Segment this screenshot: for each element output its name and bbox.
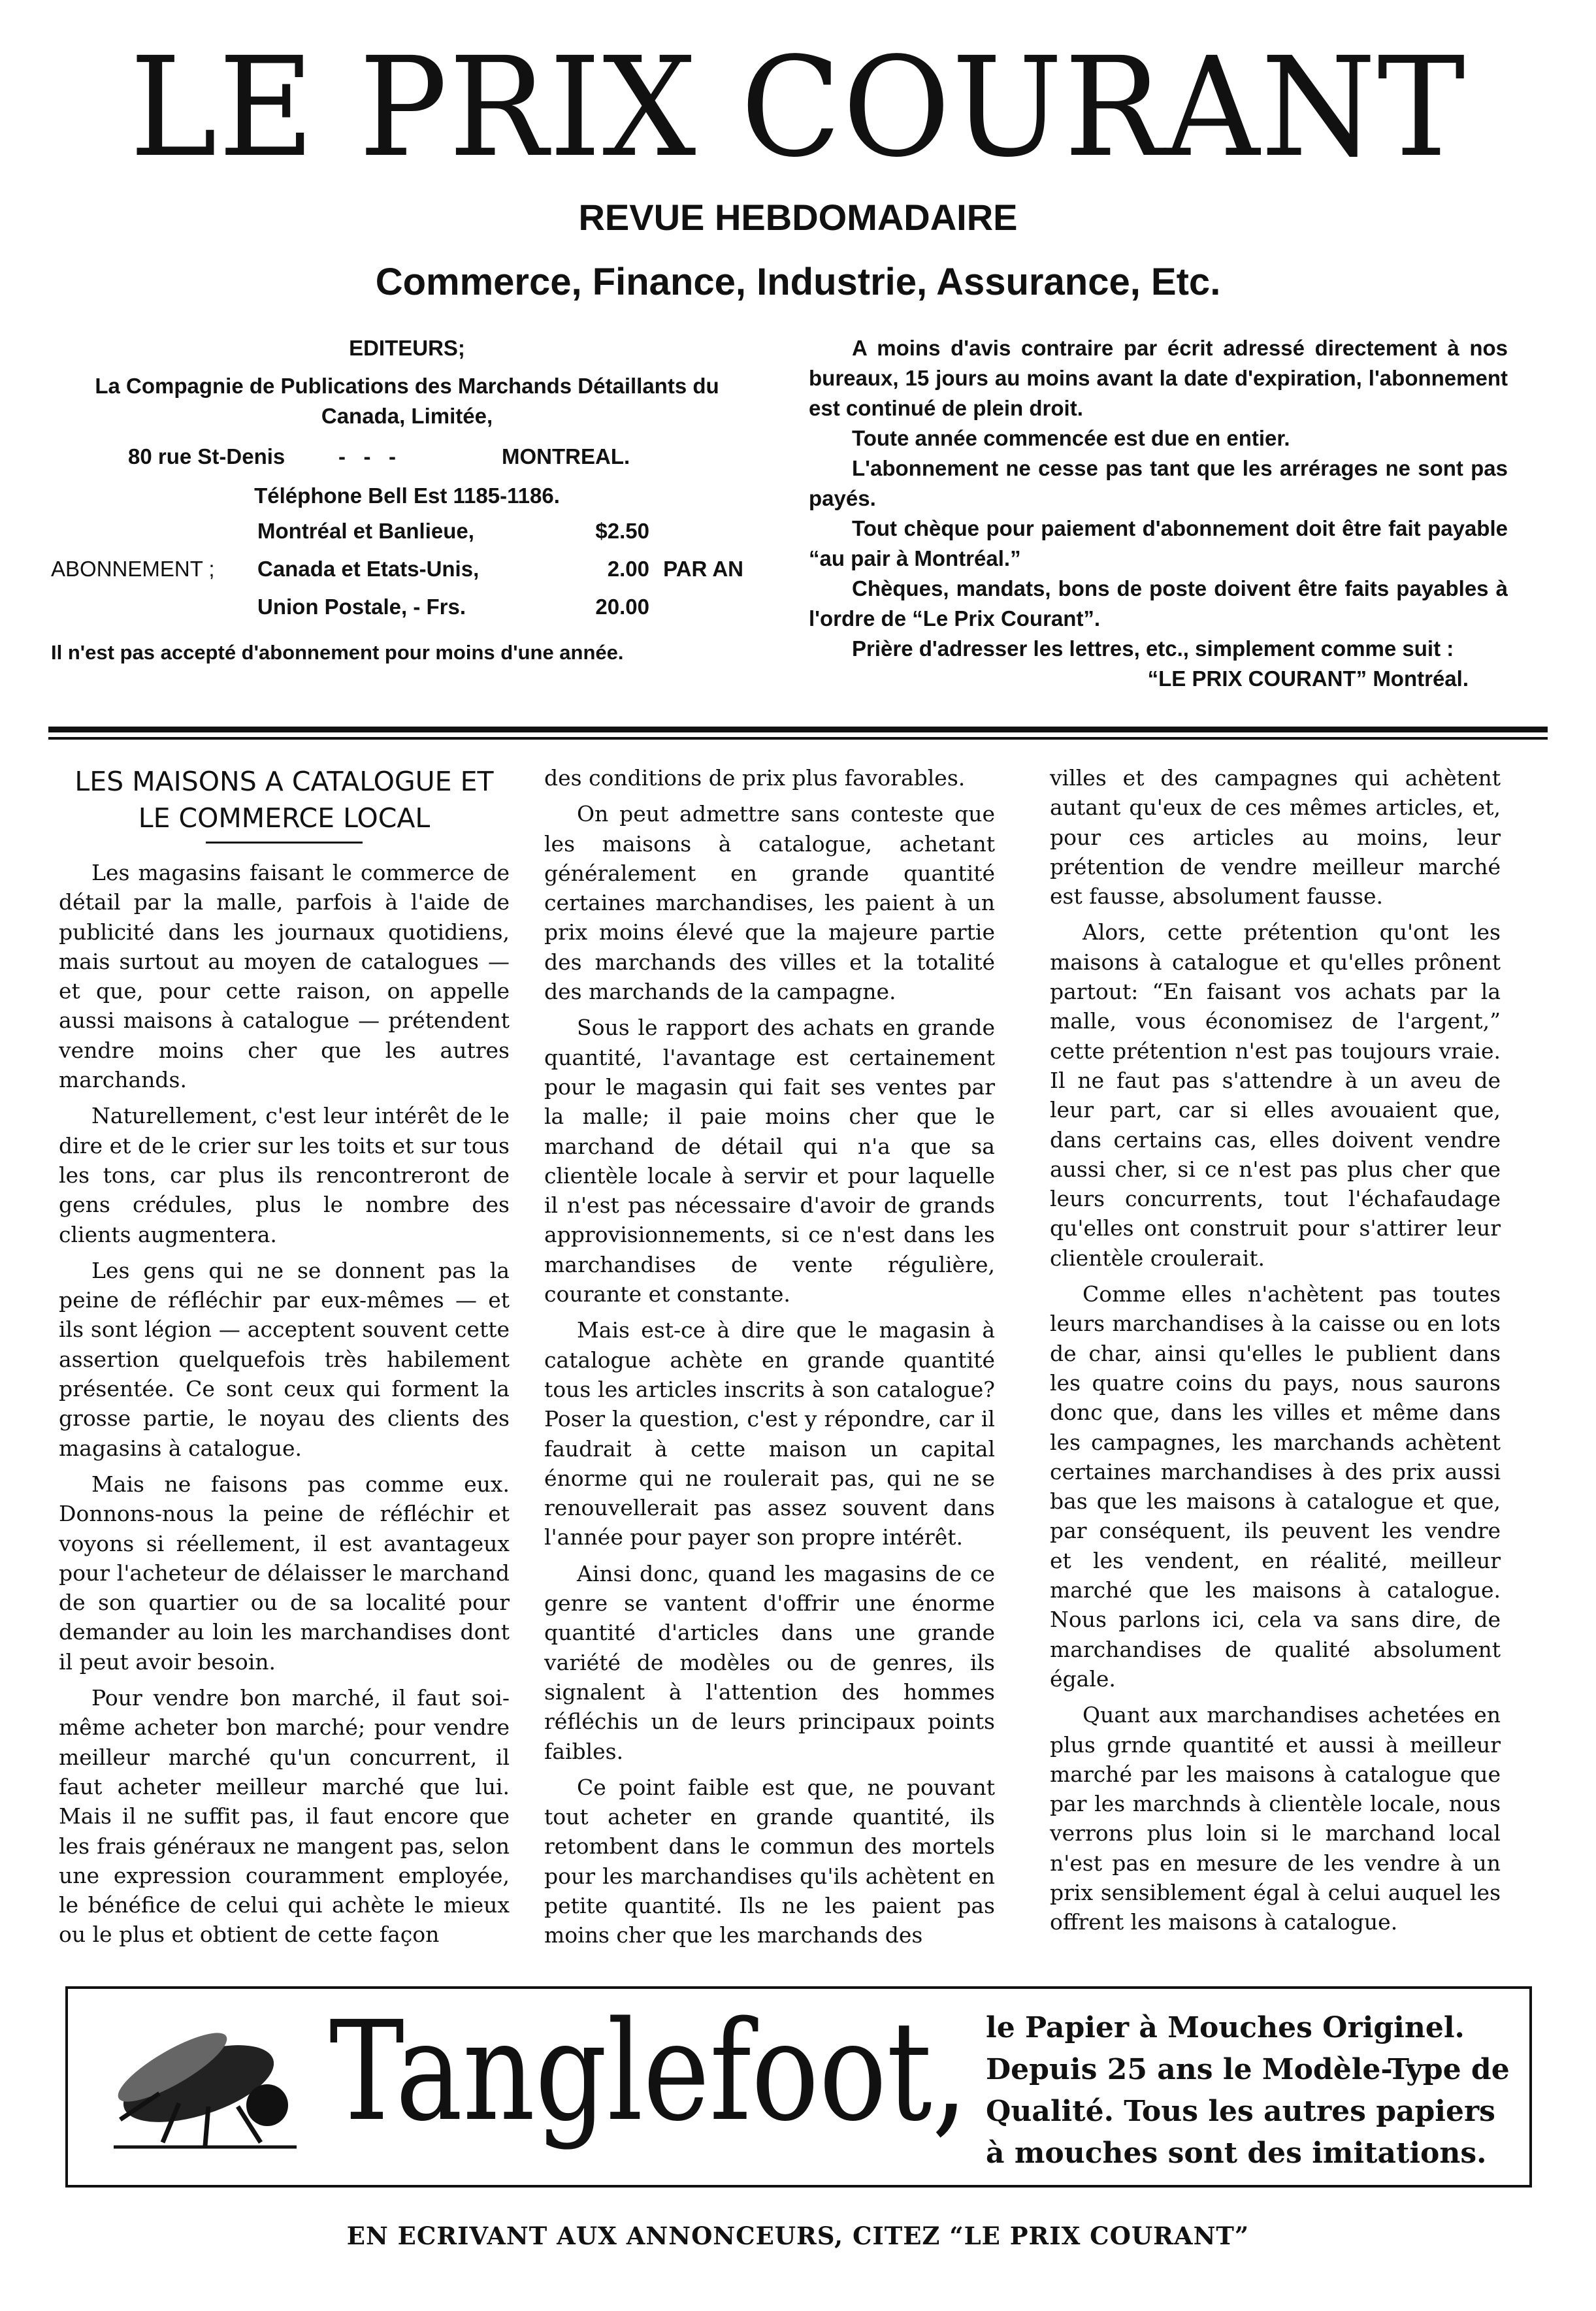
condition-paragraph: Toute année commencée est due en entier. bbox=[852, 426, 1290, 450]
condition-paragraph: A moins d'avis contraire par écrit adressé directement à nos bureaux, 15 jours au moins avant la date d'expiration, l'abonnement est continué de plein droit. bbox=[809, 336, 1508, 420]
condition-paragraph: Prière d'adresser les lettres, etc., simplement comme suit : bbox=[852, 636, 1454, 661]
subscription-region: Union Postale, - Frs. bbox=[257, 595, 466, 619]
article-paragraph: Pour vendre bon marché, il faut soi-même acheter bon marché; pour vendre meilleur marché qu'un concurrent, il faut acheter meilleur marché que lui. Mais il ne suffit pas, il faut encore que les frais généraux ne mangent pas, selon une expression couramment employée, le bénéfice de celui qui achète le mieux ou le plus et obtient de cette façon bbox=[59, 1685, 510, 1948]
ad-line: Qualité. Tous les autres papiers bbox=[986, 2095, 1495, 2128]
condition-paragraph: Chèques, mandats, bons de poste doivent être faits payables à l'ordre de “Le Prix Courant”. bbox=[809, 576, 1508, 631]
article-paragraph: Alors, cette prétention qu'ont les maisons à catalogue et qu'elles prônent partout: “En faisant vos achats par la malle, vous économisez de l'argent,” cette prétention n'est pas toujours vraie. Il ne faut pas s'attendre à un aveu de leur part, car si elles avouaient que, dans certains cas, elles doivent vendre aussi cher, si ce n'est pas plus cher que leurs concurrents, tout l'échafaudage qu'elles ont construit pour s'attirer leur clientèle croulerait. bbox=[1050, 919, 1501, 1271]
article-paragraph: Comme elles n'achètent pas toutes leurs marchandises à la caisse ou en lots de char, ainsi qu'elles le publient dans les quatre coins du pays, nous saurons donc que, dans les villes et même dans les campagnes, les marchands achètent certaines marchandises à des prix aussi bas que les maisons à catalogue et que, par conséquent, ils peuvent les vendre et les vendent, en réalité, meilleur marché que les maisons à catalogue. Nous parlons ici, cela va sans dire, de marchandises de qualité absolument égale. bbox=[1050, 1281, 1501, 1692]
address-line: “LE PRIX COURANT” Montréal. bbox=[1147, 666, 1469, 691]
publisher-company: La Compagnie de Publications des Marchands Détaillants du Canada, Limitée, bbox=[95, 374, 719, 428]
advertisement bbox=[65, 1986, 1532, 2188]
ad-copy bbox=[986, 2007, 1515, 2174]
publisher-street: 80 rue St-Denis bbox=[128, 444, 285, 468]
subscription-line bbox=[257, 592, 649, 629]
title-rule bbox=[206, 842, 363, 844]
article-paragraph: On peut admettre sans conteste que les maisons à catalogue, achetant généralement en grande quantité certaines marchandises, les paient à un prix moins élevé que la majeure partie des marchands des villes et la totalité des marchands de la campagne. bbox=[544, 801, 995, 1005]
subscription-table bbox=[51, 516, 763, 627]
article-paragraph: villes et des campagnes qui achètent autant qu'eux de ces mêmes articles, et, pour ces articles au moins, leur prétention de vendre meilleur marché est fausse, absolument fausse. bbox=[1050, 765, 1501, 910]
masthead-title: LE PRIX COURANT bbox=[129, 27, 1467, 188]
condition-paragraph: L'abonnement ne cesse pas tant que les arrérages ne sont pas payés. bbox=[809, 456, 1508, 510]
header-divider bbox=[48, 737, 1548, 740]
article-column bbox=[59, 763, 510, 1956]
ad-line: le Papier à Mouches Originel. bbox=[986, 2011, 1465, 2044]
article-paragraph: Les magasins faisant le commerce de détail par la malle, parfois à l'aide de publicité dans les journaux quotidiens, mais surtout au moyen de catalogues — et que, pour cette raison, on appelle aussi maisons à catalogue — prétendent vendre moins cher que les autres marchands. bbox=[59, 860, 510, 1093]
article-paragraph: Les gens qui ne se donnent pas la peine de réfléchir par eux-mêmes — et ils sont légion — acceptent souvent cette assertion quelquefois très habilement présentée. Ce sont ceux qui forment la grosse partie, le noyau des clients des magasins à catalogue. bbox=[59, 1257, 510, 1461]
subscription-region: Canada et Etats-Unis, bbox=[257, 557, 480, 581]
fly-icon bbox=[101, 2022, 310, 2152]
ad-brand: Tanglefoot, bbox=[329, 1991, 968, 2152]
article-title-line: LES MAISONS A CATALOGUE ET bbox=[74, 766, 494, 797]
subscription-label: ABONNEMENT ; bbox=[51, 557, 215, 581]
article-paragraph: Sous le rapport des achats en grande quantité, l'avantage est certainement pour le magasin qui fait ses ventes par la malle; il paie moins cher que le marchand de détail qui n'a que sa clientèle locale à servir et pour laquelle il n'est pas nécessaire d'avoir de grands approvisionnements, si ce n'est dans les marchandises de vente régulière, courante et constante. bbox=[544, 1015, 995, 1307]
subscription-line bbox=[257, 554, 649, 591]
publisher-phone: Téléphone Bell Est 1185-1186. bbox=[254, 484, 560, 508]
publisher-heading: EDITEURS; bbox=[349, 336, 465, 360]
article-column bbox=[1050, 763, 1501, 1944]
subscription-price: 20.00 bbox=[595, 595, 649, 619]
article-paragraph: Naturellement, c'est leur intérêt de le dire et de le crier sur les toits et sur tous les tons, car plus ils rencontreront de gens crédules, plus le nombre des clients augmentera. bbox=[59, 1103, 510, 1247]
article-title bbox=[59, 763, 510, 836]
subscription-period: PAR AN bbox=[663, 557, 743, 581]
article-title-line: LE COMMERCE LOCAL bbox=[138, 802, 431, 834]
article-paragraph: Ce point faible est que, ne pouvant tout acheter en grande quantité, ils retombent dans le commun des mortels pour les marchandises qu'ils achètent en petite quantité. Ils ne les paient pas moins cher que les marchands des bbox=[544, 1774, 995, 1948]
publisher-block bbox=[51, 333, 763, 668]
masthead-tagline: Commerce, Finance, Industrie, Assurance, Etc. bbox=[375, 261, 1221, 303]
publisher-city: MONTREAL. bbox=[502, 444, 630, 468]
publisher-dashes: - - - bbox=[338, 444, 396, 468]
article-column bbox=[544, 763, 995, 1957]
article-paragraph: Mais ne faisons pas comme eux. Donnons-nous la peine de réfléchir et voyons si réellement, il est avantageux pour l'acheteur de délaisser le marchand de son quartier ou de sa localité pour demander au loin les marchandises dont il peut avoir besoin. bbox=[59, 1471, 510, 1675]
article-paragraph: des conditions de prix plus favorables. bbox=[544, 765, 966, 791]
subscription-note: Il n'est pas accepté d'abonnement pour moins d'une année. bbox=[51, 641, 624, 664]
publisher-address bbox=[51, 442, 763, 481]
subscription-region: Montréal et Banlieue, bbox=[257, 519, 474, 543]
subscription-price: $2.50 bbox=[595, 519, 649, 543]
condition-paragraph: Tout chèque pour paiement d'abonnement doit être fait payable “au pair à Montréal.” bbox=[809, 516, 1508, 570]
article-paragraph: Ainsi donc, quand les magasins de ce genre se vantent d'offrir une énorme quantité d'articles dans une grande variété de modèles ou de genres, ils signalent à l'attention des hommes réfléchis un de leurs principaux points faibles. bbox=[544, 1560, 995, 1764]
subscription-price: 2.00 bbox=[607, 557, 649, 581]
ad-line: Depuis 25 ans le Modèle-Type de bbox=[986, 2053, 1510, 2086]
ad-line: à mouches sont des imitations. bbox=[986, 2137, 1487, 2170]
footer-note: EN ECRIVANT AUX ANNONCEURS, CITEZ “LE PRIX COURANT” bbox=[346, 2221, 1250, 2250]
article-paragraph: Mais est-ce à dire que le magasin à catalogue achète en grande quantité tous les articles inscrits à son catalogue? Poser la question, c'est y répondre, car il faudrait à cette maison un capital énorme qui ne roulerait pas, qui ne se renouvellerait pas assez souvent dans l'année pour payer son propre intérêt. bbox=[544, 1317, 995, 1550]
masthead-subtitle: REVUE HEBDOMADAIRE bbox=[578, 197, 1018, 238]
header-divider bbox=[48, 727, 1548, 732]
article-paragraph: Quant aux marchandises achetées en plus grnde quantité et aussi à meilleur marché par les maisons à catalogue que par les marchnds à clientèle locale, nous verrons plus loin si le marchand local n'est pas en mesure de les vendre à un prix sensiblement égal à celui auquel les offrent les maisons à catalogue. bbox=[1050, 1702, 1501, 1935]
subscription-line bbox=[257, 516, 649, 553]
conditions-block bbox=[809, 333, 1508, 694]
